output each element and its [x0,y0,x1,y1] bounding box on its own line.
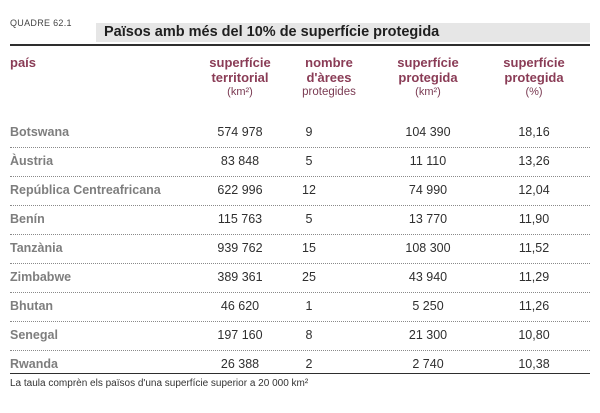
cell-territorial: 939 762 [217,241,263,255]
table-row [10,119,590,148]
cell-country: Senegal [10,328,58,342]
cell-areas: 2 [305,357,313,371]
cell-protegida: 11 110 [409,154,447,168]
cell-territorial: 26 388 [220,357,260,371]
cell-country: Tanzània [10,241,63,255]
col-head-pct-l2: protegida [504,70,564,85]
col-head-areas-l1: nombre [305,55,353,70]
table-row [10,177,590,206]
cell-pct: 10,38 [518,357,550,371]
cell-pct: 13,26 [518,154,550,168]
cell-areas: 5 [305,154,313,168]
col-head-territorial-l1: superfície [209,55,271,70]
cell-areas: 25 [302,270,316,284]
cell-pct: 10,80 [518,328,550,342]
cell-areas: 12 [302,183,316,197]
cell-territorial: 46 620 [220,299,260,313]
col-head-pct [494,55,574,100]
cell-pct: 11,52 [518,241,550,255]
col-head-protegida-l1: superfície [397,55,459,70]
cell-protegida: 74 990 [408,183,448,197]
table-footnote: La taula comprèn els països d'una superfície superior a 20 000 km² [10,378,309,389]
col-head-areas-l3: protegides [302,86,356,98]
table-row [10,264,590,293]
cell-country: Benín [10,212,45,226]
table-row [10,351,590,379]
col-head-pct-unit: (%) [525,86,543,98]
cell-pct: 11,26 [518,299,550,313]
cell-territorial: 389 361 [217,270,263,284]
col-head-pct-l1: superfície [503,55,565,70]
cell-country: Àustria [10,154,54,168]
col-head-protegida-unit: (km²) [415,86,441,98]
cell-protegida: 13 770 [408,212,448,226]
cell-country: Bhutan [10,299,54,313]
bottom-rule [10,373,590,374]
cell-territorial: 574 978 [217,125,263,139]
cell-country: Rwanda [10,357,58,371]
cell-areas: 5 [305,212,313,226]
table-title: Països amb més del 10% de superfície protegida [104,24,440,40]
table-row [10,148,590,177]
col-head-country-label: país [10,55,37,70]
table-body [10,119,590,379]
cell-protegida: 104 390 [405,125,451,139]
col-head-areas [288,55,370,100]
col-head-areas-l2: d'àrees [306,70,352,85]
col-head-protegida-l2: protegida [398,70,458,85]
cell-protegida: 43 940 [408,270,448,284]
cell-pct: 12,04 [518,183,550,197]
cell-country: Botswana [10,125,70,139]
col-head-territorial-unit: (km²) [227,86,253,98]
cell-areas: 9 [305,125,313,139]
table-header [10,18,590,44]
table-row [10,235,590,264]
cell-territorial: 83 848 [220,154,260,168]
table-row [10,293,590,322]
table-row [10,322,590,351]
col-head-territorial-l2: territorial [211,70,269,85]
cell-pct: 11,29 [518,270,550,284]
cell-areas: 1 [305,299,313,313]
cell-pct: 11,90 [518,212,550,226]
cell-protegida: 21 300 [408,328,448,342]
cell-protegida: 108 300 [405,241,451,255]
cell-territorial: 197 160 [217,328,263,342]
cell-protegida: 5 250 [412,299,444,313]
col-head-protegida [378,55,478,100]
cell-territorial: 622 996 [217,183,263,197]
cell-pct: 18,16 [518,125,550,139]
cell-territorial: 115 763 [217,212,263,226]
col-head-territorial [190,55,290,100]
cell-areas: 15 [302,241,316,255]
quadre-label: QUADRE 62.1 [10,18,72,28]
cell-areas: 8 [305,328,313,342]
cell-protegida: 2 740 [412,357,444,371]
top-rule [10,44,590,46]
cell-country: Zimbabwe [10,270,72,284]
table-row [10,206,590,235]
col-head-country [10,55,36,70]
title-band [96,23,590,42]
cell-country: República Centreafricana [10,183,161,197]
